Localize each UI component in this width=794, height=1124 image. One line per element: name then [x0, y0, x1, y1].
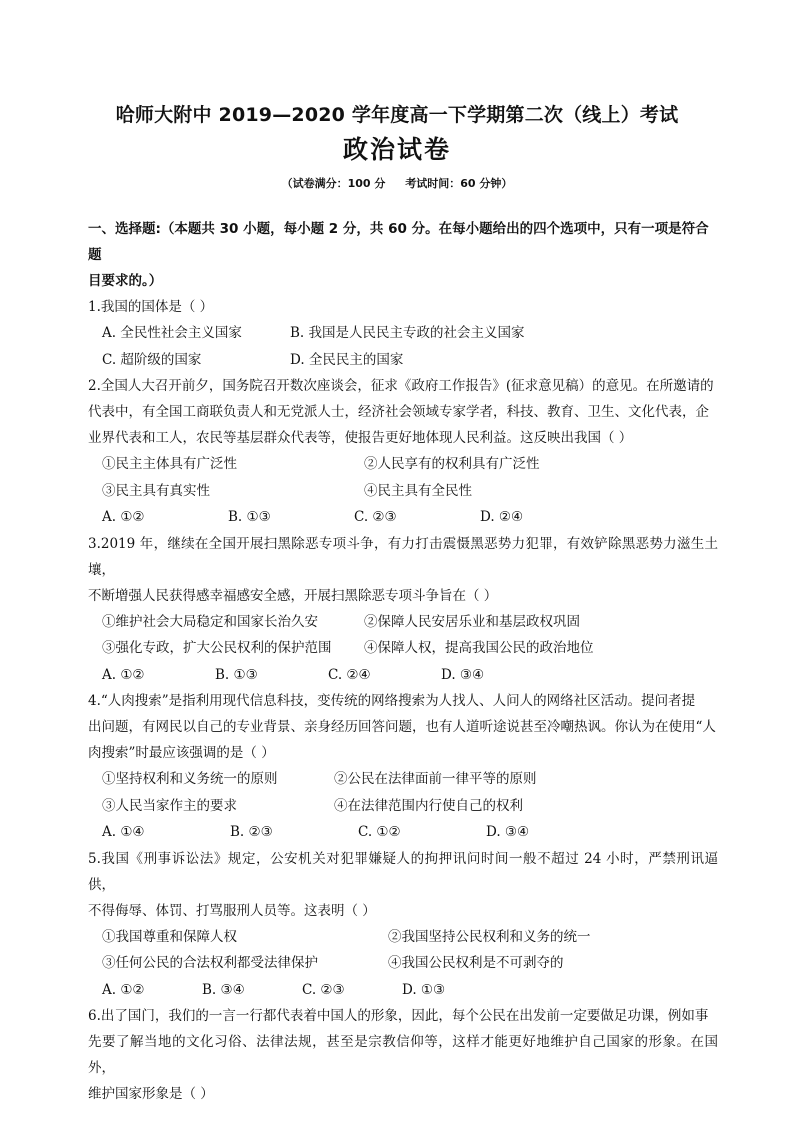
answer-option: B. ①③: [215, 666, 258, 683]
question-stem-line: 维护国家形象是（ ）: [88, 1086, 214, 1102]
answer-option: C. ②④: [328, 666, 371, 683]
answer-option: D. ②④: [480, 509, 524, 525]
question-stem-line: 出问题，有网民以自己的专业背景、亲身经历回答问题，也有人道听途说甚至冷嘲热讽。你认为在使用“人: [88, 719, 716, 735]
question-1: [88, 294, 718, 373]
section-heading: [88, 216, 718, 294]
statement: ④保障人权，提高我国公民的政治地位: [364, 640, 594, 656]
statements-row: [88, 793, 718, 820]
option: C. 超阶级的国家: [102, 351, 202, 368]
answer-option: C. ②③: [354, 509, 397, 525]
question-stem: 1.我国的国体是（ ）: [88, 299, 214, 315]
section-heading-line: 目要求的。）: [88, 273, 163, 289]
question-3: [88, 531, 718, 689]
statement: ③民主具有真实性: [102, 482, 210, 499]
option: D. 全民民主的国家: [290, 351, 404, 368]
statement: ③任何公民的合法权利都受法律保护: [102, 955, 318, 971]
option: A. 全民性社会主义国家: [102, 325, 242, 341]
statements-row: [88, 609, 718, 636]
statement: ①民主主体具有广泛性: [102, 456, 237, 472]
statement: ④民主具有全民性: [364, 482, 472, 499]
statements-row: [88, 924, 718, 951]
answer-options-row: [88, 819, 718, 846]
statement: ②公民在法律面前一律平等的原则: [334, 771, 537, 787]
question-stem-line: 6.出了国门，我们的一言一行都代表着中国人的形象，因此，每个公民在出发前一定要做足功课，例如事: [88, 1008, 709, 1024]
answer-option: D. ③④: [486, 824, 530, 840]
question-stem-line: 2.全国人大召开前夕，国务院召开数次座谈会，征求《政府工作报告》(征求意见稿）的意见。在所邀请的: [88, 378, 714, 394]
question-stem-line: 业界代表和工人，农民等基层群众代表等，使报告更好地体现人民利益。这反映出我国（ ）: [88, 430, 633, 446]
answer-option: B. ③④: [202, 981, 245, 998]
statement: ④在法律范围内行使自己的权利: [334, 797, 523, 814]
statement: ③强化专政，扩大公民权利的保护范围: [102, 640, 332, 656]
statement: ②我国坚持公民权利和义务的统一: [388, 928, 591, 945]
question-6: [88, 1003, 718, 1107]
answer-options-row: [88, 504, 718, 531]
statements-row: [88, 635, 718, 662]
options-row: [88, 347, 718, 374]
question-2: [88, 373, 718, 531]
section-heading-line: 一、选择题:（本题共 30 小题，每小题 2 分，共 60 分。在每小题给出的四个选项中，只有一项是符合题: [88, 221, 709, 263]
statements-row: [88, 451, 718, 478]
answer-option: B. ①③: [228, 509, 271, 525]
question-stem-line: 5.我国《刑事诉讼法》规定，公安机关对犯罪嫌疑人的拘押讯问时间一般不超过 24 小时，严禁刑讯逼供，: [88, 850, 718, 893]
answer-option: A. ①②: [102, 666, 145, 683]
answer-option: A. ①④: [102, 824, 145, 840]
exam-subject-title: 政治试卷: [342, 135, 451, 164]
answer-option: B. ②③: [230, 824, 273, 840]
statements-row: [88, 950, 718, 977]
exam-time: 考试时间：60 分钟）: [405, 177, 513, 190]
exam-content: [88, 216, 718, 1107]
question-stem-line: 不得侮辱、体罚、打骂服刑人员等。这表明（ ）: [88, 902, 376, 919]
statement: ①坚持权利和义务统一的原则: [102, 771, 278, 787]
statements-row: [88, 766, 718, 793]
question-stem-line: 先要了解当地的文化习俗、法律法规，甚至是宗教信仰等，这样才能更好地维护自己国家的形象。在国外，: [88, 1034, 718, 1076]
question-stem-line: 4.“人肉搜索”是指利用现代信息科技，变传统的网络搜索为人找人、人问人的网络社区活动。提问者提: [88, 693, 696, 709]
statement: ④我国公民权利是不可剥夺的: [388, 955, 564, 971]
question-stem-line: 3.2019 年，继续在全国开展扫黑除恶专项斗争，有力打击震慑黑恶势力犯罪，有效铲除黑恶势力滋生土壤，: [88, 535, 718, 578]
exam-meta: [0, 175, 794, 191]
question-stem-line: 代表中，有全国工商联负责人和无党派人士，经济社会领域专家学者，科技、教育、卫生、文化代表，企: [88, 404, 709, 420]
answer-option: D. ①③: [402, 981, 446, 998]
statement: ①维护社会大局稳定和国家长治久安: [102, 613, 318, 630]
exam-school-title: 哈师大附中 2019—2020 学年度高一下学期第二次（线上）考试: [115, 104, 679, 126]
options-row: [88, 320, 718, 347]
question-stem-line: 肉搜索”时最应该强调的是（ ）: [88, 745, 275, 761]
answer-option: A. ①②: [102, 981, 145, 998]
answer-options-row: [88, 977, 718, 1004]
option: B. 我国是人民民主专政的社会主义国家: [290, 325, 525, 341]
answer-options-row: [88, 662, 718, 689]
statement: ②保障人民安居乐业和基层政权巩固: [364, 613, 580, 630]
answer-option: A. ①②: [102, 509, 145, 525]
statement: ③人民当家作主的要求: [102, 797, 237, 814]
statement: ②人民享有的权利具有广泛性: [364, 456, 540, 472]
statement: ①我国尊重和保障人权: [102, 928, 237, 945]
question-5: [88, 846, 718, 1004]
answer-option: C. ②③: [302, 981, 345, 998]
full-score: （试卷满分：100 分: [281, 177, 386, 190]
question-stem-line: 不断增强人民获得感幸福感安全感，开展扫黑除恶专项斗争旨在（ ）: [88, 587, 498, 604]
statements-row: [88, 478, 718, 505]
answer-option: D. ③④: [441, 666, 485, 683]
question-4: [88, 688, 718, 846]
answer-option: C. ①②: [358, 824, 401, 840]
